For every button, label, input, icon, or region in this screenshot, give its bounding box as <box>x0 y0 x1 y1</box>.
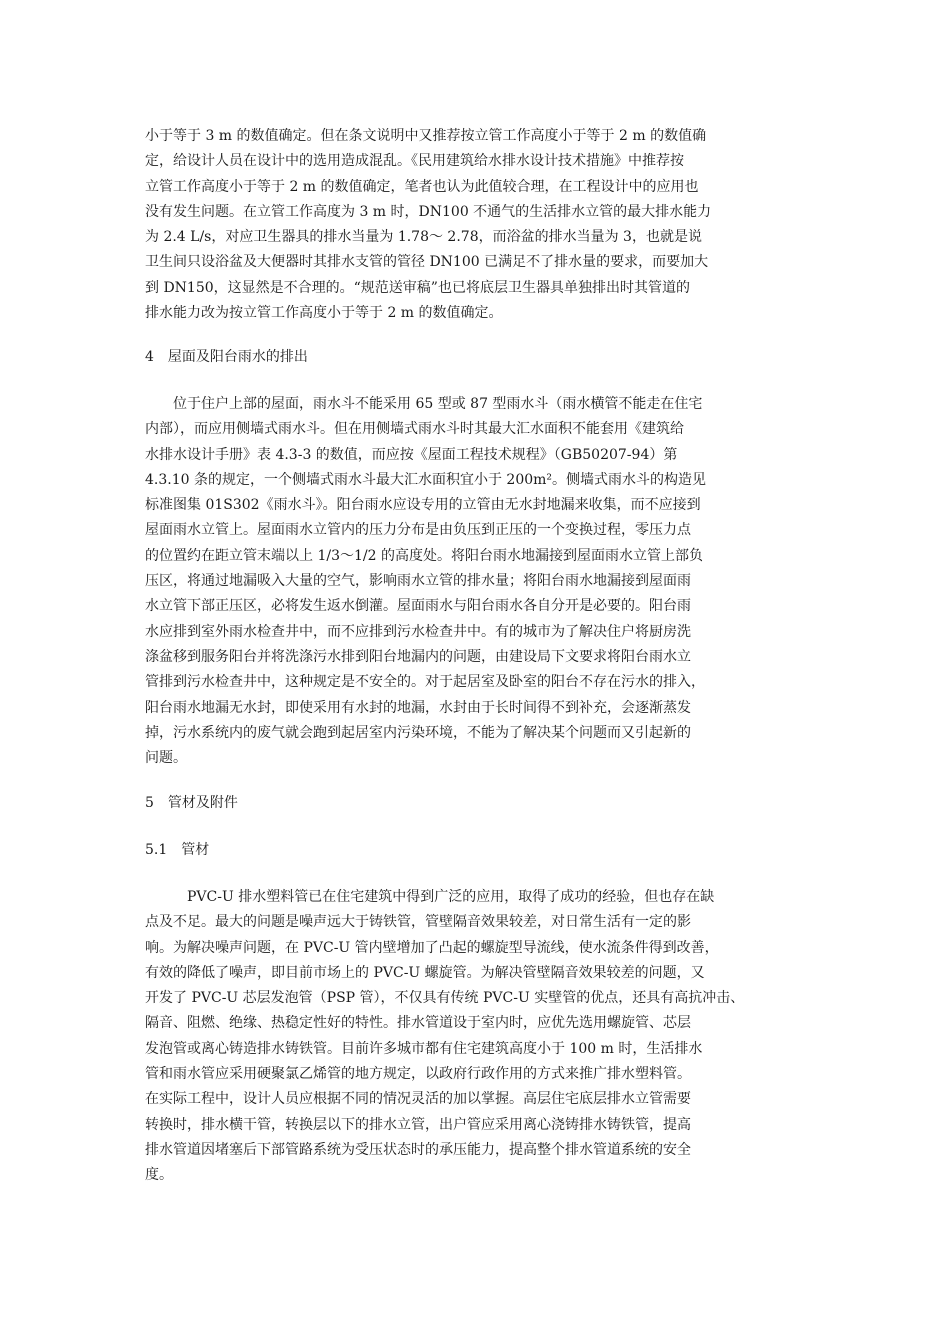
paragraph-line: 没有发生问题。在立管工作高度为 3 m 时，DN100 不通气的生活排水立管的最大排水能力 <box>145 203 712 220</box>
paragraph-line: 标准图集 01S302《雨水斗》。阳台雨水应设专用的立管由无水封地漏来收集，而不应接到 <box>145 497 701 514</box>
paragraph-line: 开发了 PVC-U 芯层发泡管（PSP 管），不仅具有传统 PVC-U 实壁管的优点，还具有高抗冲击、 <box>145 990 745 1007</box>
paragraph-line: 在实际工程中，设计人员应根据不同的情况灵活的加以掌握。高层住宅底层排水立管需要 <box>145 1091 691 1108</box>
paragraph-line: 排水管道因堵塞后下部管路系统为受压状态时的承压能力，提高整个排水管道系统的安全 <box>145 1141 691 1158</box>
paragraph-line: 到 DN150，这显然是不合理的。“规范送审稿”也已将底层卫生器具单独排出时其管道的 <box>145 279 690 296</box>
section-heading-4: 4 屋面及阳台雨水的排出 <box>145 349 308 365</box>
paragraph-line: 有效的降低了噪声，即目前市场上的 PVC-U 螺旋管。为解决管壁隔音效果较差的问题，又 <box>145 964 705 981</box>
paragraph-line: 卫生间只设浴盆及大便器时其排水支管的管径 DN100 已满足不了排水量的要求，而要加大 <box>145 254 709 271</box>
paragraph-line: 定，给设计人员在设计中的选用造成混乱。《民用建筑给水排水设计技术措施》中推荐按 <box>145 153 684 170</box>
paragraph-line: 阳台雨水地漏无水封，即使采用有水封的地漏，水封由于长时间得不到补充，会逐渐蒸发 <box>145 699 691 716</box>
paragraph-pipe-materials <box>145 885 807 1189</box>
paragraph-line: 水排水设计手册》表 4.3-3 的数值，而应按《屋面工程技术规程》（GB50207-94）第 <box>145 446 678 463</box>
paragraph-line: 掉，污水系统内的废气就会跑到起居室内污染环境，不能为了解决某个问题而又引起新的 <box>145 724 691 741</box>
paragraph-drainage-capacity <box>145 124 807 326</box>
paragraph-line: 管和雨水管应采用硬聚氯乙烯管的地方规定，以政府行政作用的方式来推广排水塑料管。 <box>145 1066 691 1083</box>
paragraph-line: 内部），而应用侧墙式雨水斗。但在用侧墙式雨水斗时其最大汇水面积不能套用《建筑给 <box>145 421 684 438</box>
paragraph-line: 点及不足。最大的问题是噪声远大于铸铁管，管壁隔音效果较差，对日常生活有一定的影 <box>145 914 691 931</box>
section-heading-5: 5 管材及附件 <box>145 795 238 811</box>
paragraph-line: 水应排到室外雨水检查井中，而不应排到污水检查井中。有的城市为了解决住户将厨房洗 <box>145 623 691 640</box>
paragraph-line: 涤盆移到服务阳台并将洗涤污水排到阳台地漏内的问题，由建设局下文要求将阳台雨水立 <box>145 648 691 665</box>
paragraph-line: 位于住户上部的屋面，雨水斗不能采用 65 型或 87 型雨水斗（雨水横管不能走在住宅 <box>145 396 703 412</box>
section-heading-5-1: 5.1 管材 <box>145 842 210 858</box>
paragraph-line: 的位置约在距立管末端以上 1/3～1/2 的高度处。将阳台雨水地漏接到屋面雨水立管上部负 <box>145 547 703 564</box>
paragraph-line: 小于等于 3 m 的数值确定。但在条文说明中又推荐按立管工作高度小于等于 2 m 的数值确 <box>145 128 707 144</box>
paragraph-line: 管排到污水检查井中，这种规定是不安全的。对于起居室及卧室的阳台不存在污水的排入， <box>145 674 705 691</box>
paragraph-line: 立管工作高度小于等于 2 m 的数值确定，笔者也认为此值较合理，在工程设计中的应用也 <box>145 178 699 195</box>
paragraph-line: PVC-U 排水塑料管已在住宅建筑中得到广泛的应用，取得了成功的经验，但也存在缺 <box>145 889 715 905</box>
paragraph-line: 屋面雨水立管上。屋面雨水立管内的压力分布是由负压到正压的一个变换过程，零压力点 <box>145 522 691 539</box>
paragraph-rainwater <box>145 392 807 771</box>
paragraph-line: 转换时，排水横干管，转换层以下的排水立管，出户管应采用离心浇铸排水铸铁管，提高 <box>145 1116 691 1133</box>
paragraph-line: 响。为解决噪声问题，在 PVC-U 管内壁增加了凸起的螺旋型导流线，使水流条件得到改善， <box>145 939 719 956</box>
paragraph-line: 发泡管或离心铸造排水铸铁管。目前许多城市都有住宅建筑高度小于 100 m 时，生活排水 <box>145 1040 703 1057</box>
paragraph-line: 隔音、阻燃、绝缘、热稳定性好的特性。排水管道设于室内时，应优先选用螺旋管、芯层 <box>145 1015 691 1032</box>
paragraph-line: 4.3.10 条的规定，一个侧墙式雨水斗最大汇水面积宜小于 200m²。侧墙式雨水斗的构造见 <box>145 471 707 488</box>
paragraph-line: 水立管下部正压区，必将发生返水倒灌。屋面雨水与阳台雨水各自分开是必要的。阳台雨 <box>145 598 691 615</box>
paragraph-line: 为 2.4 L/s，对应卫生器具的排水当量为 1.78～ 2.78，而浴盆的排水当量为 3，也就是说 <box>145 229 702 246</box>
paragraph-line: 压区，将通过地漏吸入大量的空气，影响雨水立管的排水量；将阳台雨水地漏接到屋面雨 <box>145 573 691 590</box>
paragraph-line: 度。 <box>145 1167 173 1184</box>
paragraph-line: 排水能力改为按立管工作高度小于等于 2 m 的数值确定。 <box>145 305 503 322</box>
paragraph-line: 问题。 <box>145 750 187 767</box>
